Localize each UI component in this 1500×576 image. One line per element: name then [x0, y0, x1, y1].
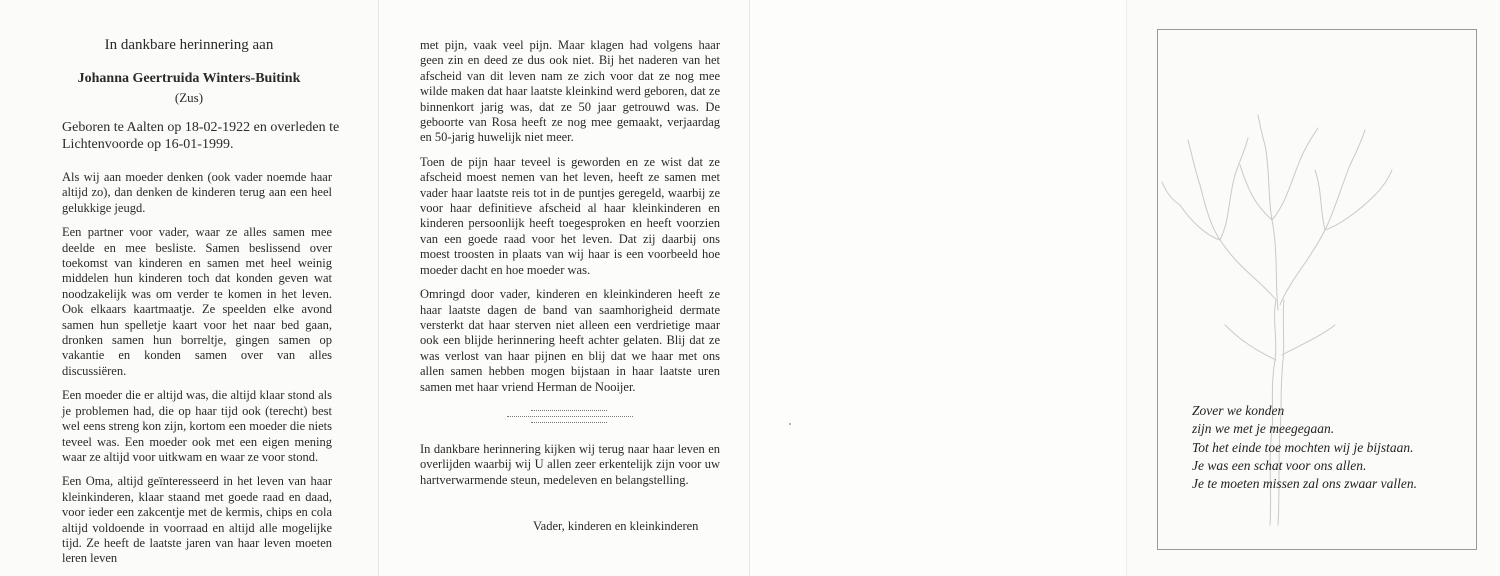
- poem-line: zijn we met je meegegaan.: [1192, 421, 1335, 437]
- birth-death-text: Geboren te Aalten op 18-02-1922 en overleden te Lichtenvoorde op 16-01-1999.: [62, 120, 340, 152]
- deceased-name: Johanna Geertruida Winters-Buitink: [77, 71, 301, 86]
- paragraph: Een Oma, altijd geïnteresseerd in het leven van haar kleinkinderen, klaar staand met goede raad en daad, voor ieder een zakcentje met de kermis, chips en cola altijd voldoende in voorraad en altijd alle mogelijke tijd. Ze heeft de laatste jaren van haar leven moeten leren leven: [62, 474, 332, 566]
- signature: Vader, kinderen en kleinkinderen: [533, 519, 699, 533]
- paper-speck: [789, 423, 791, 425]
- paragraph: Omringd door vader, kinderen en kleinkinderen heeft ze haar laatste dagen de band van saamhorigheid dermate versterkt dat haar sterven niet alleen een verdrietige maar ook een blijde herinnering heeft achter gelaten. Blij dat ze was verlost van haar pijnen en blij dat we haar met ons allen samen hebben mogen bijstaan in haar laatste uren samen met haar vriend Herman de Nooijer.: [420, 287, 720, 394]
- closing-text: In dankbare herinnering kijken wij terug naar haar leven en overlijden waarbij wij U allen zeer erkentelijk zijn voor uw hartverwarmende steun, medeleven en belangstelling.: [420, 442, 720, 487]
- poem-line: Je was een schat voor ons allen.: [1192, 457, 1367, 473]
- poem-line: Je te moeten missen zal ons zwaar vallen.: [1192, 476, 1417, 492]
- page1-text: [62, 170, 332, 576]
- poem-line: Zover we konden: [1192, 403, 1285, 418]
- poem-line: Tot het einde toe mochten wij je bijstaan.: [1192, 439, 1414, 455]
- paragraph: Toen de pijn haar teveel is geworden en ze wist dat ze afscheid moest nemen van het leven, heeft ze samen met vader haar laatste reis tot in de puntjes geregeld, waarbij ze voor haar definitieve afscheid al haar kleinkinderen en kinderen persoonlijk heeft toegesproken en heeft voorzien van een goede raad voor het leven. Dat zij daarbij ons moest troosten in plaats van wij haar is een voorbeeld hoe moeder dacht en hoe moeder was.: [420, 154, 720, 277]
- paragraph: Een moeder die er altijd was, die altijd klaar stond als je problemen had, die op haar tijd ook (terecht) best wel eens streng kon zijn, kortom een moeder die niets teveel was. Een moeder ook met een eigen mening waar ze altijd voor uitkwam en waar ze voor stond.: [62, 388, 332, 464]
- paragraph: Een partner voor vader, waar ze alles samen mee deelde en mee besliste. Samen beslissend over toekomst van kinderen en samen met heel weinig middelen hun kinderen toch dat konden geven wat noodzakelijk was om verder te komen in het leven. Ook elkaars kaartmaatje. Ze speelden elke avond samen hun spelletje kaart voor het naar bed gaan, dronken samen hun borreltje, gingen samen op vakantie en konden samen over van alles discussiëren.: [62, 225, 332, 378]
- page2-text: [420, 38, 720, 404]
- paragraph: Als wij aan moeder denken (ook vader noemde haar altijd zo), dan denken de kinderen terug aan een heel gelukkige jeugd.: [62, 170, 332, 215]
- poem: [1192, 402, 1417, 493]
- paragraph: met pijn, vaak veel pijn. Maar klagen had volgens haar geen zin en deed ze dus ook niet. Bij het naderen van het afscheid van dit leven nam ze zich voor dat ze nog mee wilde maken dat haar laatste kleinkind werd geboren, dat ze binnenkort jarig was, dat ze 50 jaar getrouwd was. De geboorte van Rosa heeft ze nog mee gemaakt, verjaardag en 50-jarig huwelijk niet meer.: [420, 38, 720, 145]
- intro-heading: In dankbare herinnering aan: [104, 37, 274, 53]
- nickname: (Zus): [174, 90, 204, 105]
- panel-3-blank: [750, 0, 1127, 576]
